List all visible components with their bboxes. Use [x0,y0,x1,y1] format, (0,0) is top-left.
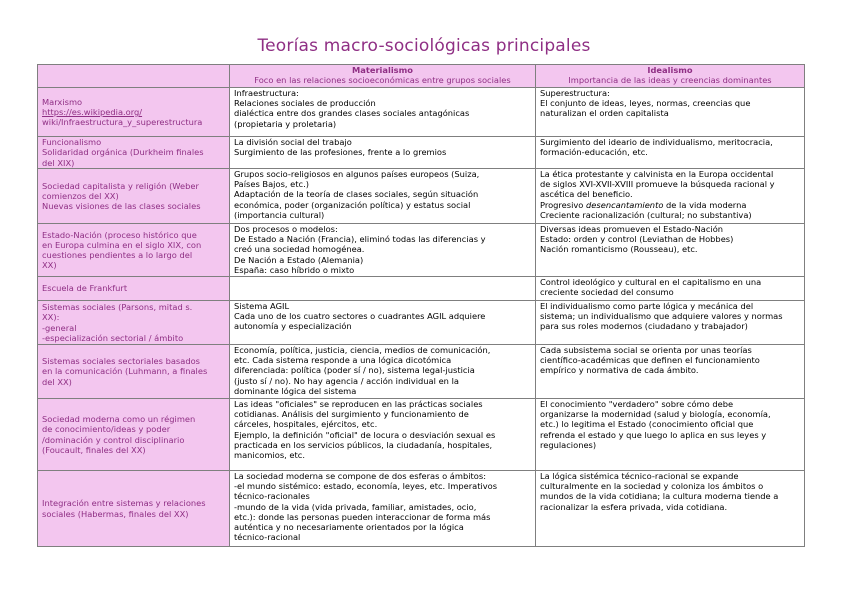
materialismo-cell [230,471,536,547]
cell-line: naturalizan el orden capitalista [540,108,669,119]
header-idealismo [536,65,805,88]
cell-text: de siglos XVI-XVII-XVIII promueve la búsqueda racional y [540,179,775,190]
theory-name-line: en la comunicación (Luhmann, a finales [42,366,208,377]
cell-line: técnico-racional [234,532,301,543]
cell-text: ascética del beneficio. [540,189,633,200]
cell-text: desencantamiento [586,199,664,210]
row-theory-name [38,301,230,345]
row-theory-name [38,399,230,471]
cell-line: (propietaria y proletaria) [234,118,337,129]
theory-name-line: -especialización sectorial / ámbito [42,332,184,343]
table-row [38,137,805,169]
cell-line: (justo sí / no). No hay agencia / acción individual en la [234,375,459,386]
cell-line: autonomía y especialización [234,321,352,332]
theory-name-line: Funcionalismo [42,137,102,148]
cell-line: culturalmente en la sociedad y coloniza los ámbitos o [540,481,764,492]
cell-line: creciente sociedad del consumo [540,287,674,298]
cell-line: cotidianas. Análisis del surgimiento y funcionamiento de [234,409,469,420]
cell-line: Ejemplo, la definición "oficial" de locura o desviación sexual es [234,429,496,440]
theory-name-line: Sistemas sociales sectoriales basados [42,356,201,367]
cell-line: De Nación a Estado (Alemania) [234,254,364,265]
header-idealismo-subtitle: Importancia de las ideas y creencias dominantes [568,75,772,86]
idealismo-cell [536,224,805,277]
cell-line: Surgimiento de las profesiones, frente a lo gremios [234,147,447,158]
cell-line: racionalizar la esfera privada, vida cotidiana. [540,501,728,512]
theory-name-line: del XX) [42,376,72,387]
row-theory-name [38,88,230,137]
table-row [38,88,805,137]
row-theory-name [38,345,230,399]
cell-line: Infraestructura: [234,88,299,98]
idealismo-cell [536,399,805,471]
table-row [38,345,805,399]
header-materialismo-subtitle: Foco en las relaciones socioeconómicas entre grupos sociales [254,75,511,86]
theory-name-line: comienzos del XX) [42,190,119,201]
theory-name-line: wiki/Infraestructura_y_superestructura [42,117,203,128]
theory-name-line: Integración entre sistemas y relaciones [42,498,206,509]
idealismo-cell [536,169,805,224]
table-row [38,471,805,547]
theory-name-line: (Foucault, finales del XX) [42,444,146,455]
theory-name-line: Escuela de Frankfurt [42,283,128,294]
materialismo-cell [230,345,536,399]
theory-name-line: Sistemas sociales (Parsons, mitad s. [42,302,193,313]
cell-line: El conjunto de ideas, leyes, normas, creencias que [540,98,751,109]
idealismo-cell [536,471,805,547]
cell-line: El individualismo como parte lógica y mecánica del [540,301,754,311]
idealismo-cell [536,277,805,301]
cell-line: -el mundo sistémico: estado, economía, leyes, etc. Imperativos [234,481,498,492]
cell-line: etc. Cada sistema responde a una lógica dicotómica [234,355,452,366]
theory-name-line: sociales (Habermas, finales del XX) [42,508,189,519]
cell-line: auténtica y no necesariamente orientados por la lógica [234,522,464,533]
cell-line: La división social del trabajo [234,137,352,147]
cell-text: de la vida moderna [663,199,747,210]
cell-line: Sistema AGIL [234,301,290,311]
cell-line: etc.): donde las personas pueden interaccionar de forma más [234,511,491,522]
row-theory-name [38,224,230,277]
header-materialismo [230,65,536,88]
cell-line: La lógica sistémica técnico-racional se expande [540,471,739,481]
cell-line: regulaciones) [540,439,597,450]
cell-line: Superestructura: [540,88,610,98]
cell-line: etc.) lo legitima el Estado (conocimiento oficial que [540,419,754,430]
cell-line: Relaciones sociales de producción [234,98,376,109]
row-theory-name [38,277,230,301]
cell-line: técnico-racionales [234,491,310,502]
materialismo-cell [230,88,536,137]
table-row [38,277,805,301]
materialismo-cell [230,301,536,345]
cell-line: formación-educación, etc. [540,147,648,158]
document-title: Teorías macro-sociológicas principales [257,36,591,56]
wikipedia-link[interactable]: https://es.wikipedia.org/ [42,106,143,117]
theory-name-line: XX): [42,312,60,323]
cell-line: Nación romanticismo (Rousseau), etc. [540,244,698,255]
cell-line: organizarse la modernidad (salud y biología, economía, [540,409,771,420]
cell-line: para sus roles modernos (ciudadano y trabajador) [540,321,748,332]
table-row [38,224,805,277]
cell-text: Creciente racionalización (cultural; no substantiva) [540,209,752,220]
theories-table [37,64,805,547]
materialismo-cell [230,137,536,169]
cell-text: Progresivo [540,199,587,210]
header-idealismo-label: Idealismo [647,65,693,75]
cell-text: La ética protestante y calvinista en la Europa occidental [540,169,774,179]
row-theory-name [38,137,230,169]
cell-line: empírico y normativa de cada ámbito. [540,365,699,376]
cell-line: Control ideológico y cultural en el capitalismo en una [540,277,762,287]
theory-name-line: en Europa culmina en el siglo XIX, con [42,239,202,250]
cell-line: Grupos socio-religiosos en algunos países europeos (Suiza, [234,169,480,179]
materialismo-cell [230,169,536,224]
row-theory-name [38,169,230,224]
materialismo-cell [230,224,536,277]
materialismo-cell [230,399,536,471]
cell-line: Surgimiento del ideario de individualismo, meritocracia, [540,137,773,147]
theory-name-line: -general [42,322,77,333]
header-materialismo-label: Materialismo [352,65,413,75]
idealismo-cell [536,345,805,399]
table-row [38,169,805,224]
cell-line: Cada subsistema social se orienta por unas teorías [540,345,752,355]
cell-line: manicomios, etc. [234,450,305,461]
theory-name-line: Estado-Nación (proceso histórico que [42,229,197,240]
theory-name-line: Marxismo [42,96,83,107]
cell-line: económica, poder (organización política) y estatus social [234,199,471,210]
row-theory-name [38,471,230,547]
idealismo-cell [536,137,805,169]
cell-line: España: caso híbrido o mixto [234,264,355,275]
theory-name-line: XX) [42,260,57,271]
cell-line: El conocimiento "verdadero" sobre cómo debe [540,399,734,409]
corner-header-cell [38,65,230,88]
cell-line: Países Bajos, etc.) [234,179,309,190]
idealismo-cell [536,88,805,137]
cell-line: Economía, política, justicia, ciencia, medios de comunicación, [234,345,491,355]
theory-name-line: cuestiones pendientes a lo largo del [42,250,193,260]
theory-name-line: del XIX) [42,157,75,168]
theory-name-line: Sociedad moderna como un régimen [42,414,196,425]
cell-line: Adaptación de la teoría de clases sociales, según situación [234,189,479,200]
cell-line: científico-académicas que definen el funcionamiento [540,355,760,366]
cell-line: Diversas ideas promueven el Estado-Nación [540,224,724,234]
cell-line: Dos procesos o modelos: [234,224,338,234]
cell-line: mundos de la vida cotidiana; la cultura moderna tiende a [540,491,779,502]
cell-line: creó una sociedad homogénea. [234,244,365,255]
cell-line: De Estado a Nación (Francia), eliminó todas las diferencias y [234,234,486,245]
cell-line: -mundo de la vida (vida privada, familiar, amistades, ocio, [234,501,477,512]
cell-line: Estado: orden y control (Leviathan de Hobbes) [540,234,734,245]
cell-line: refrenda el estado y que luego lo aplica en sus leyes y [540,429,767,440]
theory-name-line: Sociedad capitalista y religión (Weber [42,180,199,191]
cell-line [540,200,800,210]
cell-line: sistema; un individualismo que adquiere valores y normas [540,311,783,322]
theory-name-line: /dominación y control disciplinario [42,434,185,445]
table-row [38,301,805,345]
cell-line: Las ideas "oficiales" se reproducen en las prácticas sociales [234,399,483,409]
theory-name-line: de conocimiento/ideas y poder [42,424,171,435]
theory-name-line: Solidaridad orgánica (Durkheim finales [42,147,204,158]
idealismo-cell [536,301,805,345]
cell-line: (importancia cultural) [234,209,325,220]
cell-line: diferenciada: política (poder sí / no), sistema legal-justicia [234,365,475,376]
theory-name-line: Nuevas visiones de las clases sociales [42,201,201,212]
cell-line: cárceles, hospitales, ejércitos, etc. [234,419,378,430]
table-row [38,399,805,471]
cell-line: dominante lógica del sistema [234,385,357,396]
materialismo-cell [230,277,536,301]
cell-line: dialéctica entre dos grandes clases sociales antagónicas [234,108,470,119]
cell-line: La sociedad moderna se compone de dos esferas o ámbitos: [234,471,486,481]
cell-line: Cada uno de los cuatro sectores o cuadrantes AGIL adquiere [234,311,486,322]
cell-line: practicada en los servicios públicos, la ciudadanía, hospitales, [234,439,493,450]
